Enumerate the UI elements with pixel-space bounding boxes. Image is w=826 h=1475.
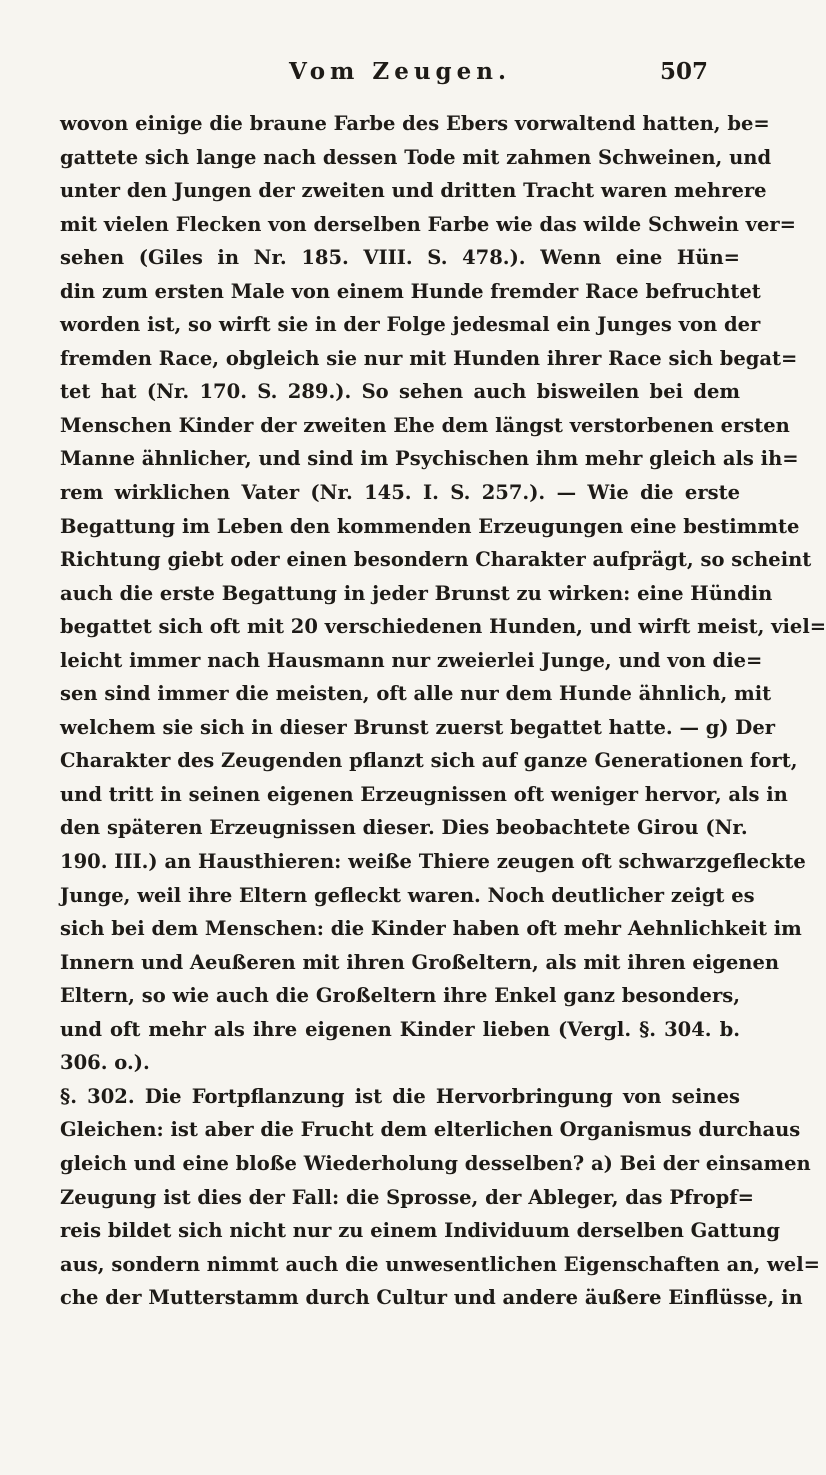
text-line: gleich und eine bloße Wiederholung desselben? a) Bei der einsamen — [60, 1151, 811, 1175]
text-line: che der Mutterstamm durch Cultur und andere äußere Einflüsse, in — [60, 1286, 803, 1310]
text-line: den späteren Erzeugnissen dieser. Dies beobachtete Girou (Nr. — [60, 816, 748, 840]
text-line: begattet sich oft mit 20 verschiedenen Hunden, und wirft meist, viel= — [60, 615, 826, 639]
text-line: Gleichen: ist aber die Frucht dem elterlichen Organismus durchaus — [60, 1118, 801, 1142]
text-line: aus, sondern nimmt auch die unwesentlichen Eigenschaften an, wel= — [60, 1252, 820, 1276]
text-line: Manne ähnlicher, und sind im Psychischen ihm mehr gleich als ih= — [60, 447, 799, 471]
text-line: sich bei dem Menschen: die Kinder haben oft mehr Aehnlichkeit im — [60, 917, 802, 941]
text-line: auch die erste Begattung in jeder Brunst zu wirken: eine Hündin — [60, 581, 773, 605]
text-line: din zum ersten Male von einem Hunde fremder Race befruchtet — [60, 279, 761, 303]
text-line: und oft mehr als ihre eigenen Kinder lieben (Vergl. §. 304. b. — [60, 1017, 740, 1041]
text-line: worden ist, so wirft sie in der Folge jedesmal ein Junges von der — [60, 313, 761, 337]
text-line: Menschen Kinder der zweiten Ehe dem längst verstorbenen ersten — [60, 413, 790, 437]
text-line: rem wirklichen Vater (Nr. 145. I. S. 257.). — Wie die erste — [60, 481, 740, 505]
text-line: gattete sich lange nach dessen Tode mit zahmen Schweinen, und — [60, 145, 772, 169]
text-line: Junge, weil ihre Eltern gefleckt waren. Noch deutlicher zeigt es — [60, 883, 755, 907]
text-line: Eltern, so wie auch die Großeltern ihre Enkel ganz besonders, — [60, 984, 740, 1008]
text-line: unter den Jungen der zweiten und dritten Tracht waren mehrere — [60, 179, 767, 203]
text-line: Charakter des Zeugenden pflanzt sich auf ganze Generationen fort, — [60, 749, 798, 773]
text-line: fremden Race, obgleich sie nur mit Hunden ihrer Race sich begat= — [60, 346, 798, 370]
page-number: 507 — [659, 58, 708, 85]
text-line: Begattung im Leben den kommenden Erzeugungen eine bestimmte — [60, 514, 800, 538]
text-line: und tritt in seinen eigenen Erzeugnissen oft weniger hervor, als in — [60, 782, 788, 806]
running-head — [0, 58, 800, 92]
running-title: Vom Zeugen. — [288, 58, 511, 85]
text-line: 306. o.). — [60, 1051, 150, 1075]
text-line: welchem sie sich in dieser Brunst zuerst begattet hatte. — g) Der — [60, 715, 776, 739]
text-line: tet hat (Nr. 170. S. 289.). So sehen auch bisweilen bei dem — [60, 380, 740, 404]
text-line: mit vielen Flecken von derselben Farbe wie das wilde Schwein ver= — [60, 212, 797, 236]
text-line: sehen (Giles in Nr. 185. VIII. S. 478.). Wenn eine Hün= — [60, 246, 740, 270]
text-line: Innern und Aeußeren mit ihren Großeltern, als mit ihren eigenen — [60, 950, 780, 974]
text-line: leicht immer nach Hausmann nur zweierlei Junge, und von die= — [60, 648, 763, 672]
text-line: Zeugung ist dies der Fall: die Sprosse, der Ableger, das Pfropf= — [60, 1185, 755, 1209]
text-line: §. 302. Die Fortpflanzung ist die Hervorbringung von seines — [60, 1084, 740, 1108]
text-line: 190. III.) an Hausthieren: weiße Thiere zeugen oft schwarzgefleckte — [60, 850, 806, 874]
text-line: sen sind immer die meisten, oft alle nur dem Hunde ähnlich, mit — [60, 682, 772, 706]
text-line: Richtung giebt oder einen besondern Charakter aufprägt, so scheint — [60, 548, 812, 572]
text-line: wovon einige die braune Farbe des Ebers vorwaltend hatten, be= — [60, 112, 770, 135]
text-line: reis bildet sich nicht nur zu einem Individuum derselben Gattung — [60, 1219, 780, 1243]
body-text — [60, 107, 826, 1315]
